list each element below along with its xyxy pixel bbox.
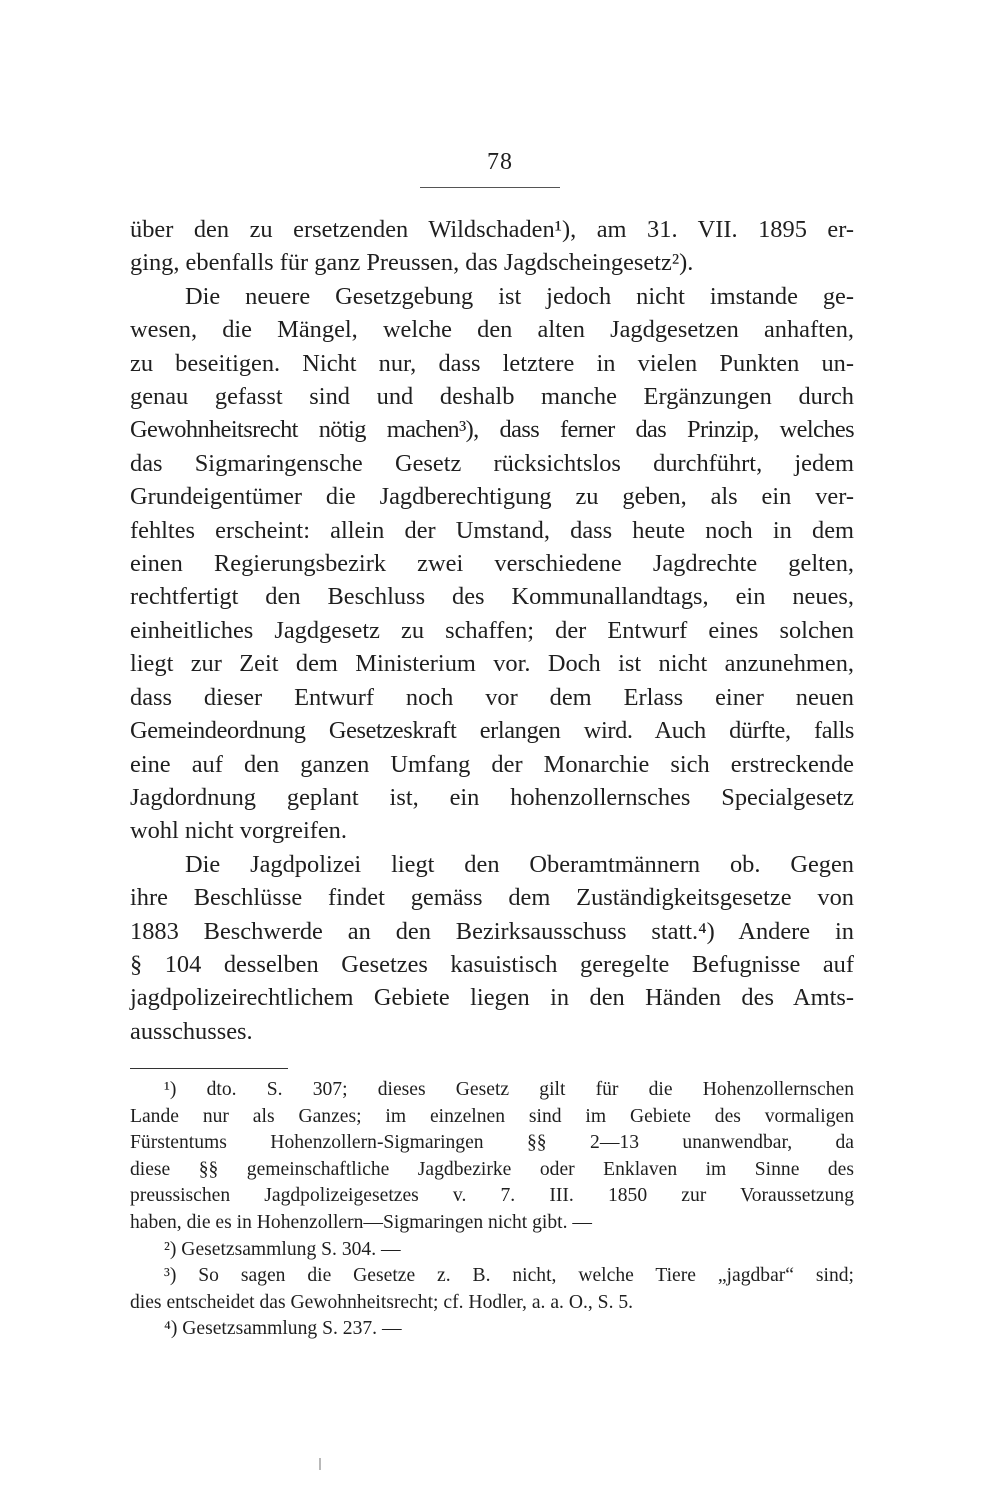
- scan-artifact: [319, 1458, 321, 1470]
- text-line: wesen, die Mängel, welche den alten Jagdgesetzen anhaften,: [130, 316, 854, 344]
- text-line: genau gefasst sind und deshalb manche Ergänzungen durch: [130, 383, 854, 411]
- footnotes: [130, 1077, 854, 1343]
- text-line: jagdpolizeirechtlichem Gebiete liegen in den Händen des Amts-: [130, 984, 854, 1012]
- text-line: eine auf den ganzen Umfang der Monarchie sich erstreckende: [130, 750, 854, 778]
- footnote-line: dies entscheidet das Gewohnheitsrecht; cf. Hodler, a. a. O., S. 5.: [130, 1291, 634, 1313]
- footnote-rule: [130, 1068, 288, 1069]
- main-text: [130, 213, 854, 1048]
- text-line: wohl nicht vorgreifen.: [130, 817, 347, 845]
- footnote-line: Fürstentums Hohenzollern-Sigmaringen §§ 2—13 unanwendbar, da: [130, 1132, 854, 1154]
- text-line: Grundeigentümer die Jagdberechtigung zu geben, als ein ver-: [130, 483, 854, 511]
- text-line: dass dieser Entwurf noch vor dem Erlass einer neuen: [130, 683, 854, 711]
- text-line: § 104 desselben Gesetzes kasuistisch geregelte Befugnisse auf: [130, 950, 854, 978]
- footnote-line: diese §§ gemeinschaftliche Jagdbezirke oder Enklaven im Sinne des: [130, 1158, 854, 1180]
- footnote-line: haben, die es in Hohenzollern—Sigmaringen nicht gibt. —: [130, 1211, 592, 1233]
- header-rule: [420, 187, 560, 188]
- footnote-2: ²) Gesetzsammlung S. 304. —: [164, 1238, 401, 1260]
- text-line: ausschusses.: [130, 1017, 253, 1045]
- text-line: einheitliches Jagdgesetz zu schaffen; der Entwurf eines solchen: [130, 616, 854, 644]
- text-line: ging, ebenfalls für ganz Preussen, das Jagdscheingesetz²).: [130, 249, 694, 277]
- text-line: das Sigmaringensche Gesetz rücksichtslos durchführt, jedem: [130, 449, 854, 477]
- paragraph-first-line: Die neuere Gesetzgebung ist jedoch nicht imstande ge-: [185, 282, 854, 310]
- text-line: ihre Beschlüsse findet gemäss dem Zuständigkeitsgesetze von: [130, 884, 854, 912]
- footnote-3: ³) So sagen die Gesetze z. B. nicht, welche Tiere „jagdbar“ sind;: [164, 1265, 854, 1287]
- footnote-1: ¹) dto. S. 307; dieses Gesetz gilt für die Hohenzollernschen: [164, 1079, 854, 1100]
- text-line: fehltes erscheint: allein der Umstand, dass heute noch in dem: [130, 516, 854, 544]
- footnote-line: Lande nur als Ganzes; im einzelnen sind im Gebiete des vormaligen: [130, 1105, 854, 1127]
- footnote-4: ⁴) Gesetzsammlung S. 237. —: [164, 1318, 402, 1340]
- footnote-line: preussischen Jagdpolizeigesetzes v. 7. III. 1850 zur Voraussetzung: [130, 1185, 854, 1207]
- text-line: einen Regierungsbezirk zwei verschiedene Jagdrechte gelten,: [130, 550, 854, 578]
- text-line: rechtfertigt den Beschluss des Kommunallandtags, ein neues,: [130, 583, 854, 611]
- text-line: liegt zur Zeit dem Ministerium vor. Doch ist nicht anzunehmen,: [130, 650, 854, 678]
- text-line: Gewohnheitsrecht nötig machen³), dass ferner das Prinzip, welches: [130, 416, 854, 444]
- text-line: Gemeindeordnung Gesetzeskraft erlangen wird. Auch dürfte, falls: [130, 717, 854, 745]
- page-number: 78: [487, 149, 513, 175]
- text-line: 1883 Beschwerde an den Bezirksausschuss statt.⁴) Andere in: [130, 917, 854, 945]
- paragraph-first-line: Die Jagdpolizei liegt den Oberamtmännern ob. Gegen: [185, 850, 854, 878]
- text-line: Jagdordnung geplant ist, ein hohenzollernsches Specialgesetz: [130, 783, 854, 811]
- text-line: zu beseitigen. Nicht nur, dass letztere in vielen Punkten un-: [130, 349, 854, 377]
- text-line: über den zu ersetzenden Wildschaden¹), am 31. VII. 1895 er-: [130, 216, 854, 243]
